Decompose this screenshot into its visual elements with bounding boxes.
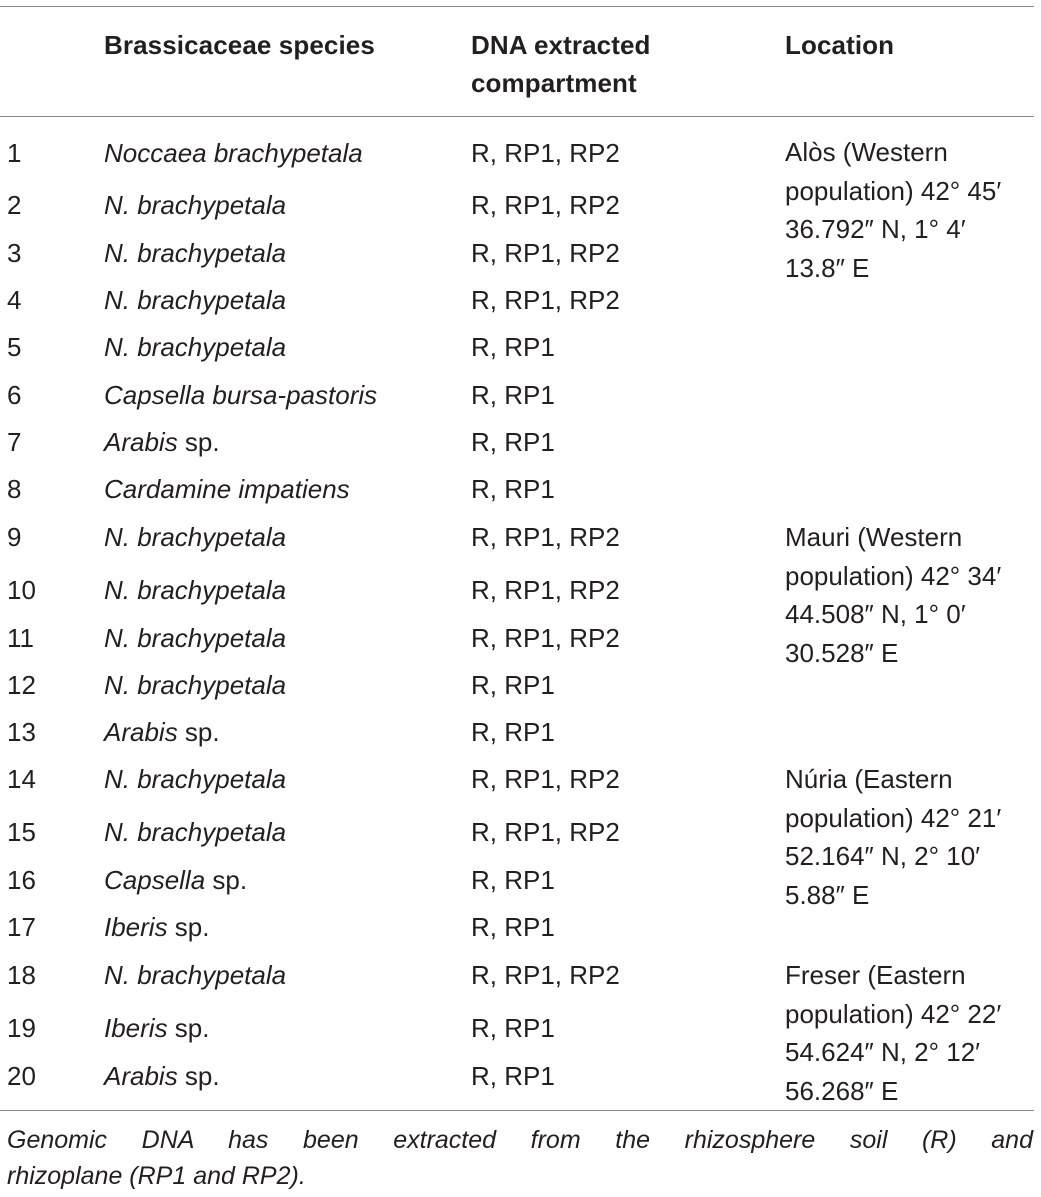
species-genus: N. brachypetala (104, 817, 287, 847)
row-dna-compartment: R, RP1, RP2 (471, 623, 620, 653)
row-number: 1 (7, 138, 22, 168)
row-number: 13 (7, 717, 36, 747)
location-line: 52.164″ N, 2° 10′ (785, 841, 981, 871)
species-suffix: sp. (177, 427, 220, 457)
row-dna-compartment: R, RP1 (471, 474, 555, 504)
row-number: 9 (7, 522, 22, 552)
row-species (104, 865, 247, 895)
row-species (104, 138, 363, 168)
row-species (104, 522, 286, 552)
location-line: 54.624″ N, 2° 12′ (785, 1037, 981, 1067)
table-footnote (7, 1122, 1033, 1194)
species-suffix: sp. (177, 1061, 220, 1091)
row-dna-compartment: R, RP1, RP2 (471, 138, 620, 168)
row-species (104, 764, 286, 794)
row-number: 12 (7, 670, 36, 700)
species-genus: N. brachypetala (104, 623, 287, 653)
row-dna-compartment: R, RP1, RP2 (471, 522, 620, 552)
location-line: 5.88″ E (785, 879, 870, 910)
row-number: 20 (7, 1061, 36, 1091)
row-species (104, 717, 220, 747)
row-species (104, 474, 350, 504)
species-genus: N. brachypetala (104, 238, 287, 268)
row-species (104, 285, 286, 315)
footnote-line1: Genomic DNA has been extracted from the rhizosphere soil (R) and (7, 1126, 1033, 1154)
species-genus: Noccaea brachypetala (104, 138, 363, 168)
row-number: 2 (7, 190, 22, 220)
table-bottom-rule (0, 1110, 1034, 1111)
location-line: population) 42° 21′ (785, 802, 1002, 833)
location-block (785, 956, 1030, 1110)
row-species (104, 670, 286, 700)
row-dna-compartment: R, RP1 (471, 380, 555, 410)
row-species (104, 190, 286, 220)
row-number: 16 (7, 865, 36, 895)
species-genus: N. brachypetala (104, 960, 287, 990)
header-dna-line2: compartment (471, 68, 637, 98)
header-species: Brassicaceae species (104, 30, 375, 60)
row-number: 4 (7, 285, 22, 315)
table-top-rule (0, 6, 1034, 7)
row-species (104, 623, 286, 653)
species-genus: N. brachypetala (104, 332, 287, 362)
row-dna-compartment: R, RP1, RP2 (471, 764, 620, 794)
row-dna-compartment: R, RP1, RP2 (471, 960, 620, 990)
row-number: 11 (7, 623, 34, 653)
row-dna-compartment: R, RP1 (471, 427, 555, 457)
row-species (104, 817, 286, 847)
row-species (104, 1013, 210, 1043)
location-block (785, 133, 1030, 287)
row-dna-compartment: R, RP1 (471, 1013, 555, 1043)
species-genus: Cardamine impatiens (104, 474, 350, 504)
location-block (785, 518, 1030, 672)
location-line: 13.8″ E (785, 252, 870, 283)
location-line: population) 42° 45′ (785, 175, 1002, 206)
location-block (785, 760, 1030, 914)
species-genus: N. brachypetala (104, 575, 287, 605)
species-genus: N. brachypetala (104, 522, 287, 552)
row-dna-compartment: R, RP1, RP2 (471, 575, 620, 605)
species-genus: N. brachypetala (104, 764, 287, 794)
location-line: 56.268″ E (785, 1075, 899, 1106)
location-line: 36.792″ N, 1° 4′ (785, 214, 966, 244)
row-number: 6 (7, 380, 22, 410)
row-species (104, 1061, 220, 1091)
row-number: 18 (7, 960, 36, 990)
location-line: Alòs (Western (785, 137, 948, 167)
species-genus: N. brachypetala (104, 285, 287, 315)
row-dna-compartment: R, RP1 (471, 865, 555, 895)
row-number: 5 (7, 332, 22, 362)
row-species (104, 427, 220, 457)
species-genus: Capsella bursa-pastoris (104, 380, 378, 410)
species-genus: Iberis (104, 1013, 168, 1043)
row-dna-compartment: R, RP1, RP2 (471, 817, 620, 847)
species-suffix: sp. (167, 912, 210, 942)
row-species (104, 238, 286, 268)
species-suffix: sp. (205, 865, 248, 895)
row-species (104, 960, 286, 990)
location-line: Mauri (Western (785, 522, 963, 552)
species-genus: Arabis (104, 717, 178, 747)
row-number: 19 (7, 1013, 36, 1043)
row-dna-compartment: R, RP1, RP2 (471, 190, 620, 220)
row-number: 10 (7, 575, 36, 605)
species-genus: Iberis (104, 912, 168, 942)
row-dna-compartment: R, RP1 (471, 1061, 555, 1091)
species-genus: Arabis (104, 427, 178, 457)
header-rule (0, 116, 1034, 117)
row-dna-compartment: R, RP1, RP2 (471, 238, 620, 268)
row-number: 15 (7, 817, 36, 847)
row-number: 17 (7, 912, 36, 942)
footnote-line2: rhizoplane (RP1 and RP2). (7, 1162, 306, 1190)
location-line: Núria (Eastern (785, 764, 953, 794)
row-number: 8 (7, 474, 22, 504)
row-dna-compartment: R, RP1 (471, 332, 555, 362)
row-dna-compartment: R, RP1 (471, 717, 555, 747)
location-line: 30.528″ E (785, 637, 899, 668)
species-suffix: sp. (167, 1013, 210, 1043)
row-dna-compartment: R, RP1 (471, 670, 555, 700)
row-species (104, 332, 286, 362)
row-number: 7 (7, 427, 22, 457)
species-genus: Arabis (104, 1061, 178, 1091)
row-species (104, 912, 210, 942)
location-line: 44.508″ N, 1° 0′ (785, 599, 966, 629)
header-location: Location (785, 30, 895, 60)
row-dna-compartment: R, RP1 (471, 912, 555, 942)
species-suffix: sp. (177, 717, 220, 747)
species-genus: N. brachypetala (104, 190, 287, 220)
header-dna-compartment (471, 26, 731, 102)
row-dna-compartment: R, RP1, RP2 (471, 285, 620, 315)
row-species (104, 380, 377, 410)
location-line: population) 42° 34′ (785, 560, 1002, 591)
location-line: Freser (Eastern (785, 960, 966, 990)
species-genus: Capsella (104, 865, 206, 895)
location-line: population) 42° 22′ (785, 998, 1002, 1029)
header-dna-line1: DNA extracted (471, 30, 651, 60)
row-species (104, 575, 286, 605)
row-number: 3 (7, 238, 22, 268)
row-number: 14 (7, 764, 36, 794)
species-genus: N. brachypetala (104, 670, 287, 700)
